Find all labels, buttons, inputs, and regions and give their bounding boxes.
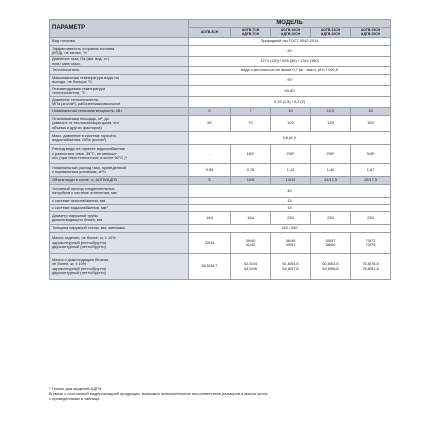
table-row <box>50 145 391 164</box>
parameter-label: Диаметр наружной трубы дымоотводящего блока, мм <box>50 212 189 225</box>
parameter-value: 60-80 <box>189 86 391 97</box>
parameter-value: 230* <box>271 145 311 164</box>
parameter-value: 70/72 73/75 <box>351 233 391 254</box>
model-name: АОГВ-15СН АДГВ-15СН <box>351 28 391 38</box>
footnote: с приведенными в таблице. <box>49 396 101 401</box>
parameter-value: 90 <box>189 75 391 86</box>
table-row <box>50 75 391 86</box>
parameter-value: 60,8/63,8 63,8/66,8 <box>311 254 351 280</box>
parameter-value: 230 <box>271 212 311 225</box>
model-column-header: МОДЕЛЬ <box>189 20 391 28</box>
parameter-value: 75,8/78,8 78,8/81,8 <box>351 254 391 280</box>
parameter-value: 36,9/38,7 <box>189 254 231 280</box>
parameter-value: 230 <box>351 212 391 225</box>
table-row <box>50 233 391 254</box>
table-row <box>50 67 391 75</box>
table-row <box>50 132 391 145</box>
table-body <box>50 38 391 280</box>
parameter-value: 10/9 <box>231 177 271 185</box>
parameter-value: 0,6 (6 )* <box>189 132 391 145</box>
parameter-value: 40 <box>189 185 391 198</box>
parameter-value: 55/57 58/60 <box>311 233 351 254</box>
parameter-value: 14/12,5 <box>311 177 351 185</box>
parameter-value: 160* <box>231 145 271 164</box>
parameter-value: 5 <box>189 177 231 185</box>
parameter-value: 0,15 (1,5) / 0,2 (2) <box>189 97 391 108</box>
parameter-label: Вид топлива <box>50 38 189 46</box>
parameter-label: Условный проход соединительных патрубков к системе отопления, мм <box>50 185 189 198</box>
parameter-label: Эффективность сгорания топлива (КПД), не менее, % <box>50 46 189 57</box>
parameter-label: Макс. давление в системе горячего водоснабжения, МПа (кгс/см²) <box>50 132 189 145</box>
parameter-value: 164 <box>189 212 231 225</box>
parameter-label: Давление теплоносителя, МПа (кгс/см²), рабочее/максимальное <box>50 97 189 108</box>
parameter-value: 1,40 <box>311 164 351 177</box>
parameter-label: Рекомендуемая температура теплоносителя, °С <box>50 86 189 97</box>
parameter-label: Толщина наружной стены, мм, мин/макс. <box>50 225 189 233</box>
model-name: АОГВ-5СН <box>189 28 231 38</box>
parameter-value: 100 <box>271 116 311 132</box>
table-row <box>50 86 391 97</box>
parameter-label: Максимальная температура воды на выходе, не больше °С <box>50 75 189 86</box>
parameter-value: 5 <box>189 108 231 116</box>
parameter-value: 13/12 <box>271 177 311 185</box>
table-row <box>50 57 391 67</box>
model-name: АОГВ-7СН АДГВ-7СН <box>231 28 271 38</box>
table-row <box>50 177 391 185</box>
parameter-value: 12,5 <box>311 108 351 116</box>
parameter-value: 150 <box>351 116 391 132</box>
parameter-value: 240 / 540 <box>189 225 391 233</box>
parameter-value: 15 <box>189 198 391 205</box>
table-row <box>50 108 391 116</box>
table-row <box>50 185 391 198</box>
table-row <box>50 212 391 225</box>
parameter-value: 230 <box>311 212 351 225</box>
parameter-value: 70 <box>231 116 271 132</box>
parameter-value: 345* <box>351 145 391 164</box>
table-row <box>50 205 391 212</box>
specifications-table <box>49 19 391 280</box>
footnote: В связи с постоянной модернизацией продукции, возможно незначительное несоответствие размеров и массы котла <box>49 391 268 396</box>
parameter-value: 42,5/44 44,5/46 <box>231 254 271 280</box>
parameter-label: Номинальная тепловая мощность, кВт <box>50 108 189 116</box>
parameter-value: 125 <box>311 116 351 132</box>
parameter-value: Природный газ ГОСТ 5542-2014 <box>189 38 391 46</box>
parameter-value: 33/34 <box>189 233 231 254</box>
table-row <box>50 38 391 46</box>
footnotes <box>49 386 394 401</box>
parameter-label: Номинальный расход газа, приведенный к нормальным условиям, м³/ч <box>50 164 189 177</box>
parameter-label: Масса изделия, не более, кг, ± 10% одноконтурный (нетто/брутто) двухконтурный (нетто/брутто) <box>50 233 189 254</box>
param-column-header: ПАРАМЕТР <box>50 20 189 38</box>
parameter-value: 0,78 <box>231 164 271 177</box>
parameter-label: Давление газа, Па (мм. вод. ст.) ном./ мин/ макс. <box>50 57 189 67</box>
parameter-label: Объем воды в котле, л, АОГВ/АДГВ <box>50 177 189 185</box>
parameter-value: 290* <box>311 145 351 164</box>
parameter-value: 7 <box>231 108 271 116</box>
parameter-value: 15 <box>189 205 391 212</box>
table-row <box>50 116 391 132</box>
parameter-value: 19/17,5 <box>351 177 391 185</box>
table-header-row <box>50 20 391 28</box>
parameter-label: Отапливаемая площадь, м², до (зависит от теплоизоляции дома, его объема и других факторов) <box>50 116 189 132</box>
parameter-value: 39/40 41/42 <box>231 233 271 254</box>
model-name: АОГВ-10СН АДГВ-10СН <box>271 28 311 38</box>
parameter-value: 1,12 <box>271 164 311 177</box>
table-row <box>50 225 391 233</box>
parameter-value: 15 <box>351 108 391 116</box>
table-row <box>50 254 391 280</box>
parameter-value: 50 <box>189 116 231 132</box>
parameter-value: вода с жесткостью не выше 0,7 мг - экв/л; pH=7,0±0,5 <box>189 67 391 75</box>
table-row <box>50 164 391 177</box>
parameter-label: Теплоноситель <box>50 67 189 75</box>
parameter-label: к системе водоснабжения, мм* <box>50 205 189 212</box>
table-row <box>50 198 391 205</box>
parameter-value: 1274 (130) \ 635 (65) \ 1764 (180) <box>189 57 391 67</box>
parameter-value: 1,67 <box>351 164 391 177</box>
parameter-value: 164 <box>231 212 271 225</box>
parameter-value: 0,56 <box>189 164 231 177</box>
parameter-label: Масса с дымоходящим блоком, не более, кг, ± 10% одноконтурный (нетто/брутто) двухконтурный (нетто/брутто) <box>50 254 189 280</box>
parameter-label: Расход воды на горячее водоснабжение с разностью темп. 35°С, не меньше кг/ч (при темп.теплоносит. в котле 90°С )* <box>50 145 189 164</box>
table-row <box>50 46 391 57</box>
model-name: АОГВ-12СН АДГВ-12СН <box>311 28 351 38</box>
footnote: * Только для моделей АДГВ <box>49 386 101 391</box>
parameter-value: - <box>189 145 231 164</box>
parameter-value: 51,8/54,8 54,8/57,8 <box>271 254 311 280</box>
parameter-value: 10 <box>271 108 311 116</box>
parameter-value: 46/48 49/51 <box>271 233 311 254</box>
parameter-value: 90 <box>189 46 391 57</box>
parameter-label: к системе газоснабжения, мм <box>50 198 189 205</box>
specifications-table-container <box>49 19 390 280</box>
table-row <box>50 97 391 108</box>
